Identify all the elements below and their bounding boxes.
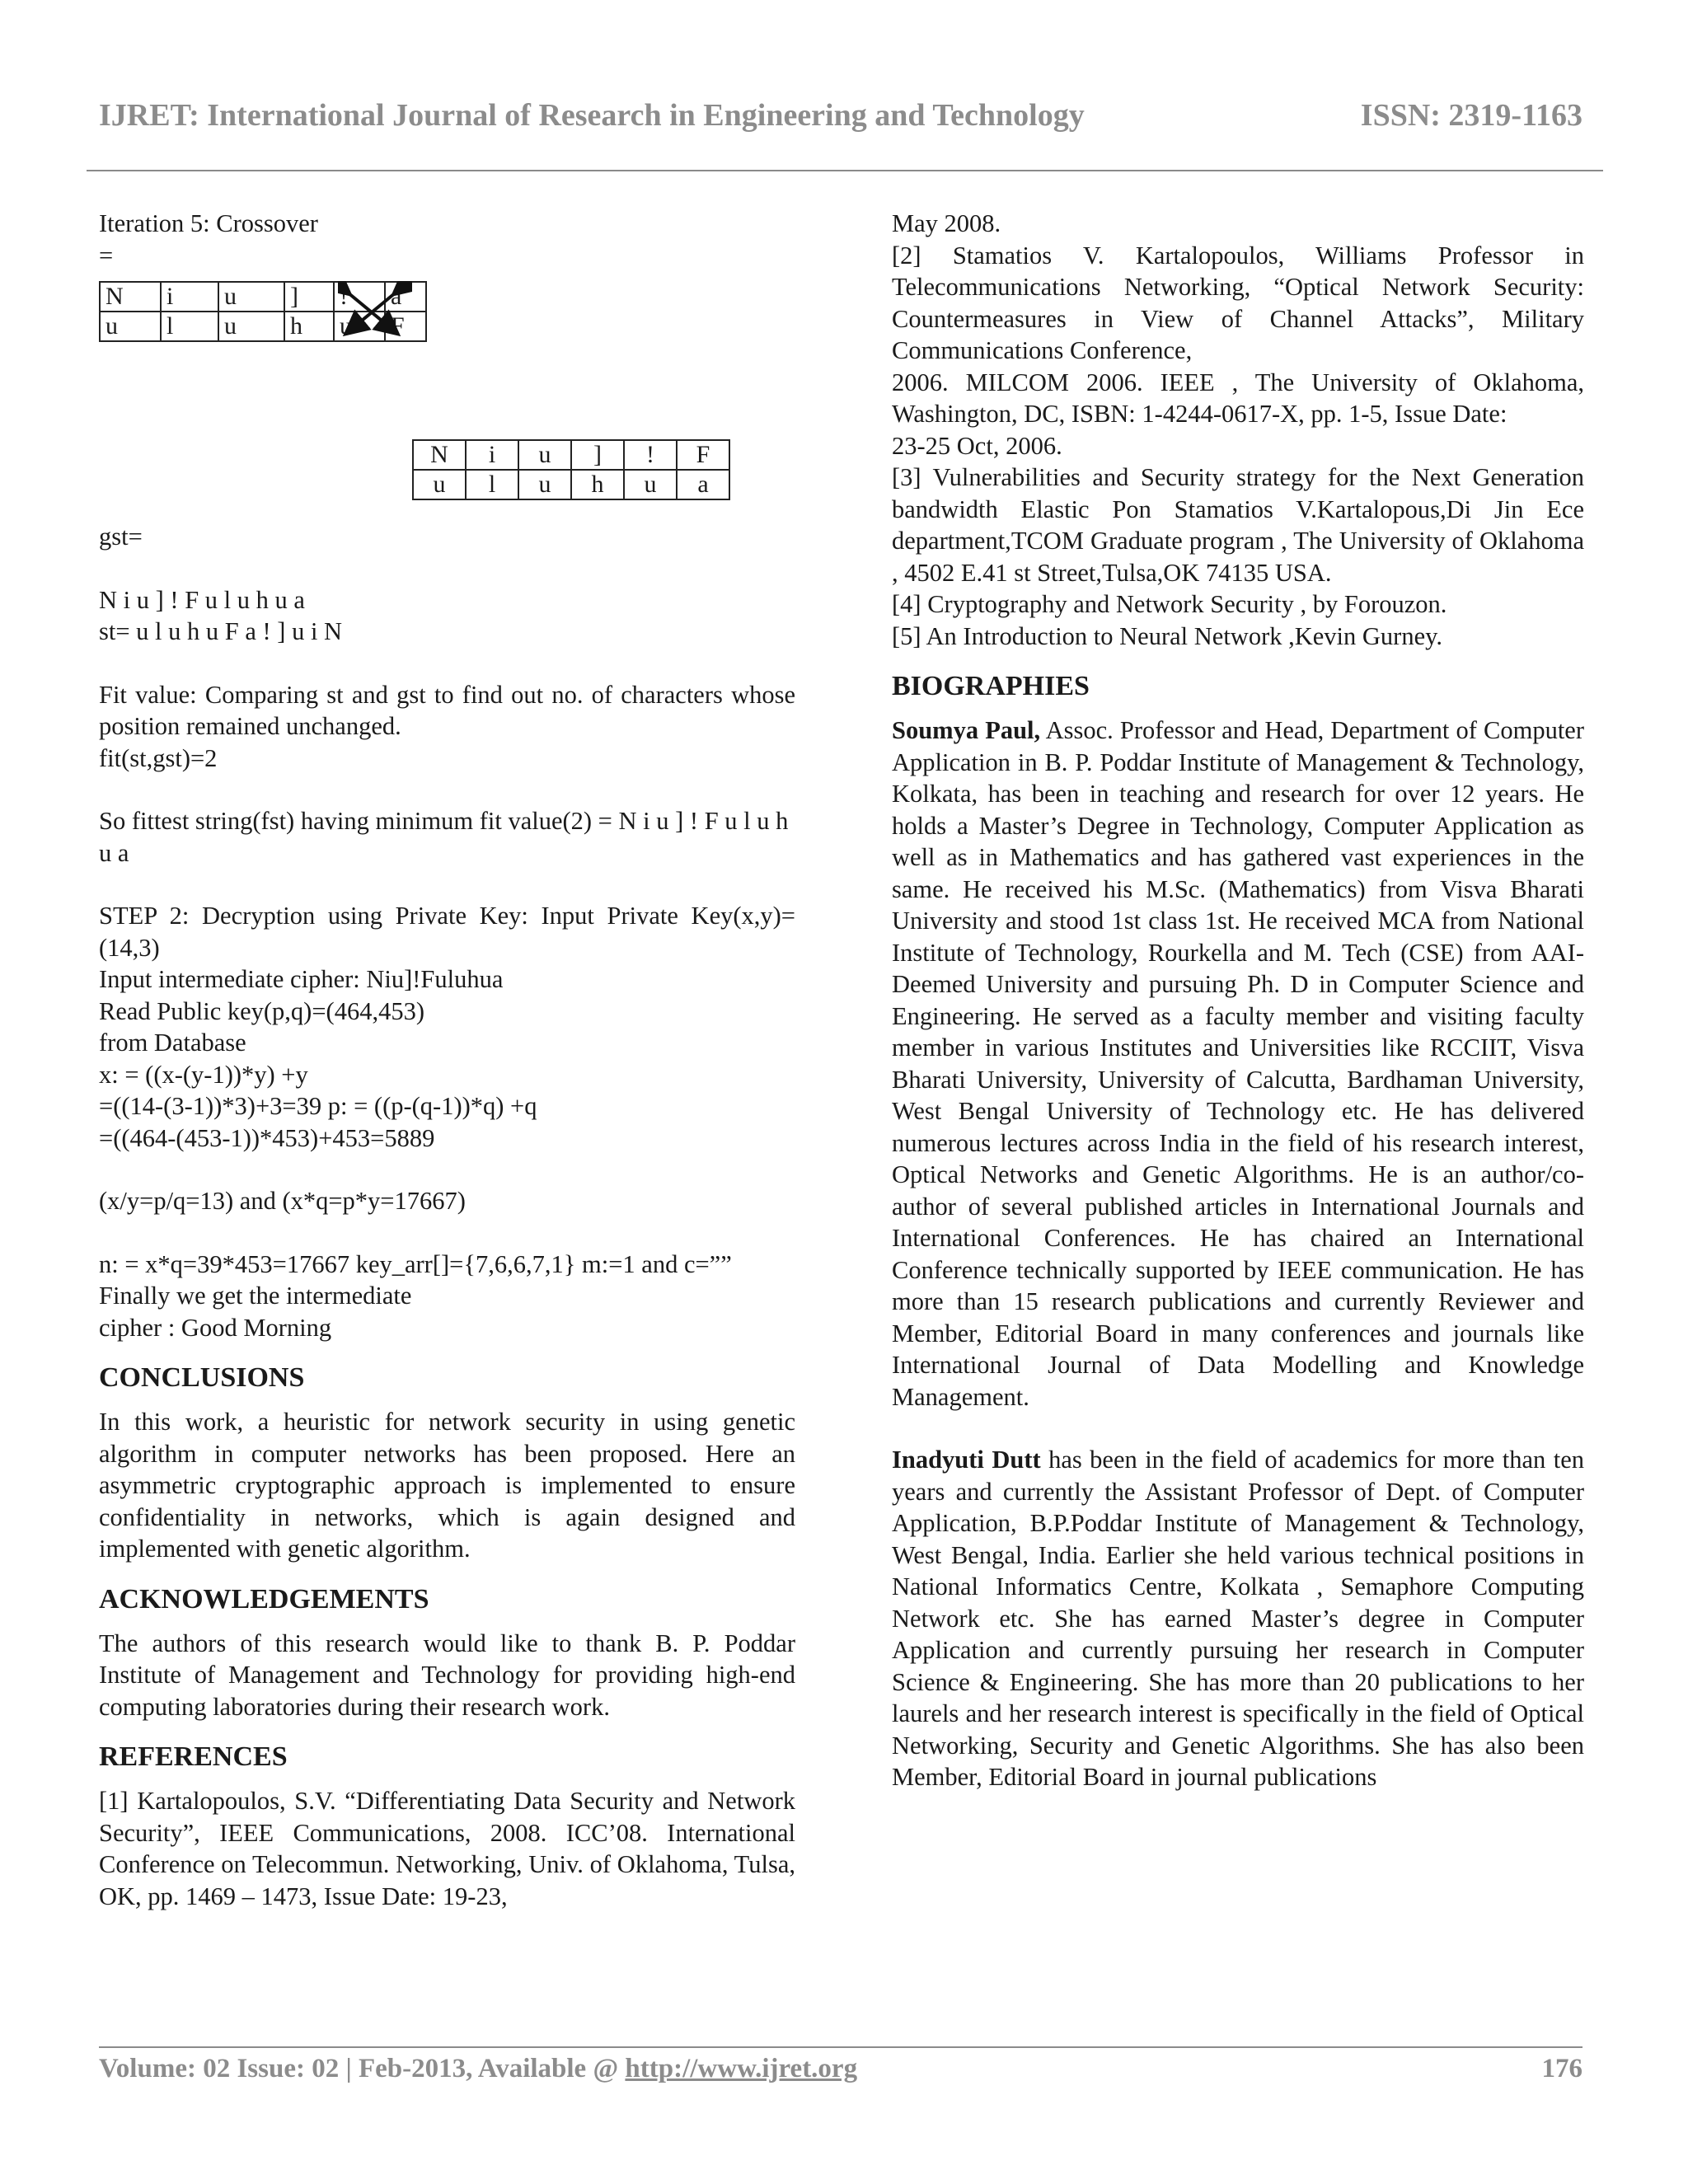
reference-1: [1] Kartalopoulos, S.V. “Differentiating Data Security and Network Security”, IEEE Communications, 2008. ICC’08. International Conference on Telecommun. Networking, Univ. of Oklahoma, Tulsa, OK, pp. 1469 – 1473, Issue Date: 19-23, — [99, 1787, 795, 1910]
finally-line: Finally we get the intermediate — [99, 1282, 412, 1310]
table-cell: h — [571, 470, 624, 499]
table-cell: u — [624, 470, 677, 499]
table-cell: a — [385, 282, 426, 312]
crossover-arrows-icon — [338, 281, 412, 347]
table-cell: a — [677, 470, 729, 499]
conclusions-text: In this work, a heuristic for network security in using genetic algorithm in computer networks has been proposed. Here an asymmetric cryptographic approach is implemented to ensure confidentiality in networks, which is again designed and implemented with genetic algorithm. — [99, 1408, 795, 1563]
iteration-title: Iteration 5: Crossover — [99, 209, 318, 237]
table-cell: i — [161, 282, 218, 312]
biography-1-text: Assoc. Professor and Head, Department of Computer Application in B. P. Poddar Institute of Management & Technology, Kolkata, has been in teaching and research for over 12 years. He holds a Master’s Degree in Technology, Computer Application as well as in Mathematics and has gathered vast experiences in the same. He received his M.Sc. (Mathematics) from Visva Bharati University and stood 1st class 1st. He received MCA from National Institute of Technology, Rourkella and M. Tech (CSE) from AAI-Deemed University and pursuing Ph. D in Computer Science and Engineering. He served as a faculty member and visiting faculty member in various Institutes and Universities like RCCIIT, Visva Bharati University, University of Calcutta, Bardhaman University, West Bengal University of Technology etc. He has delivered numerous lectures across India in the field of his research interest, Optical Networks and Genetic Algorithms. He is an author/co-author of several published articles in International Journals and International Conferences. He has chaired an International Conference technically supported by IEEE communication. He has more than 15 research publications and currently Reviewer and Member, Editorial Board in many conferences and journals like International Journal of Data Modelling and Knowledge Management. — [892, 716, 1584, 1411]
biography-1 — [892, 715, 1584, 1413]
reference-5: [5] An Introduction to Neural Network ,Kevin Gurney. — [892, 621, 1443, 650]
reference-2: [2] Stamatios V. Kartalopoulos, Williams Professor in Telecommunications Networking, “Optical Network Security: Countermeasures in View of Channel Attacks”, Military Communications Conference, — [892, 241, 1584, 364]
table-cell: ! — [334, 282, 385, 312]
footer-citation — [99, 2054, 857, 2084]
table-cell: u — [518, 440, 571, 470]
n-line: n: = x*q=39*453=17667 key_arr[]={7,6,6,7,1} m:=1 and c=”” — [99, 1249, 732, 1278]
table-cell: F — [385, 312, 426, 341]
equals-sign: = — [99, 241, 114, 269]
table-cell: u — [218, 282, 284, 312]
table-cell: F — [677, 440, 729, 470]
acknowledgements-text: The authors of this research would like to thank B. P. Poddar Institute of Management and Technology for providing high-end computing laboratories during their research work. — [99, 1629, 795, 1721]
table-cell: ! — [624, 440, 677, 470]
table-cell: l — [161, 312, 218, 341]
biography-2-text: has been in the field of academics for more than ten years and currently the Assistant Professor of Dept. of Computer Application, B.P.Poddar Institute of Management & Technology, West Bengal, India. Earlier she held various technical positions in National Informatics Centre, Kolkata , Semaphore Computing Network etc. She has earned Master’s degree in Computer Application and currently pursuing her research in Computer Science & Engineering. She has more than 20 publications to her laurels and her research interest is specifically in the field of Optical Networking, Security and Genetic Algorithms. She has also been Member, Editorial Board in journal publications — [892, 1446, 1584, 1791]
reference-1-continued: May 2008. — [892, 209, 1001, 237]
table-cell: ] — [571, 440, 624, 470]
issn: ISSN: 2319-1163 — [1360, 98, 1582, 133]
page-number: 176 — [1541, 2054, 1582, 2083]
left-column — [99, 208, 795, 1912]
acknowledgements-heading: ACKNOWLEDGEMENTS — [99, 1583, 429, 1615]
step2-text: STEP 2: Decryption using Private Key: Input Private Key(x,y)=(14,3) — [99, 902, 795, 962]
table-cell: N — [413, 440, 466, 470]
table-cell: i — [466, 440, 518, 470]
journal-link[interactable]: http://www.ijret.org — [625, 2054, 858, 2083]
read-public-key: Read Public key(p,q)=(464,453) — [99, 996, 424, 1025]
biography-1-name: Soumya Paul, — [892, 716, 1041, 744]
reference-3: [3] Vulnerabilities and Security strategy for the Next Generation bandwidth Elastic Pon Stamatios V.Kartalopous,Di Jin Ece department,TCOM Graduate program , The University of Oklahoma , 4502 E.41 st Street,Tulsa,OK 74135 USA. — [892, 463, 1584, 587]
st-string: st= u l u h u F a ! ] u i N — [99, 617, 343, 645]
crossover-grid-after — [412, 439, 730, 500]
fittest-string: So fittest string(fst) having minimum fit value(2) = N i u ] ! F u l u h u a — [99, 807, 789, 867]
table-cell: u — [218, 312, 284, 341]
table-cell: u — [518, 470, 571, 499]
from-database: from Database — [99, 1029, 246, 1057]
references-heading: REFERENCES — [99, 1741, 288, 1772]
table-row — [413, 470, 729, 499]
reference-2-details: 2006. MILCOM 2006. IEEE , The University of Oklahoma, Washington, DC, ISBN: 1-4244-0617-X, pp. 1-5, Issue Date: — [892, 368, 1584, 428]
table-cell: u — [413, 470, 466, 499]
crossover-table-before — [99, 281, 445, 357]
fit-description: Fit value: Comparing st and gst to find out no. of characters whose position remained unchanged. — [99, 680, 795, 740]
biographies-heading: BIOGRAPHIES — [892, 671, 1090, 701]
gst-label: gst= — [99, 523, 143, 551]
page-footer — [99, 2054, 1582, 2095]
reference-4: [4] Cryptography and Network Security , by Forouzon. — [892, 590, 1447, 618]
reference-2-date: 23-25 Oct, 2006. — [892, 431, 1062, 460]
biography-2-name: Inadyuti Dutt — [892, 1446, 1041, 1474]
footer-volume: Volume: 02 Issue: 02 | Feb-2013, Available @ — [99, 2054, 626, 2083]
right-column — [892, 208, 1584, 1793]
p-calculation: =((464-(453-1))*453)+453=5889 — [99, 1123, 435, 1152]
x-calculation: =((14-(3-1))*3)+3=39 p: = ((p-(q-1))*q) +q — [99, 1092, 537, 1120]
table-cell: l — [466, 470, 518, 499]
conclusions-heading: CONCLUSIONS — [99, 1362, 305, 1393]
table-cell: N — [100, 282, 161, 312]
table-cell: u — [334, 312, 385, 341]
table-cell: ] — [284, 282, 334, 312]
journal-title: IJRET: International Journal of Research in Engineering and Technology — [99, 98, 1085, 133]
table-cell: h — [284, 312, 334, 341]
cipher-output: cipher : Good Morning — [99, 1313, 332, 1342]
crossover-table-after — [412, 439, 795, 500]
biography-2 — [892, 1444, 1584, 1793]
header-rule — [87, 170, 1603, 171]
fit-value: fit(st,gst)=2 — [99, 743, 218, 772]
x-formula: x: = ((x-(y-1))*y) +y — [99, 1060, 308, 1089]
table-row — [413, 440, 729, 470]
table-cell: u — [100, 312, 161, 341]
footer-rule — [99, 2046, 1582, 2048]
gst-string: N i u ] ! F u l u h u a — [99, 585, 305, 614]
ratio-line: (x/y=p/q=13) and (x*q=p*y=17667) — [99, 1187, 466, 1215]
page-header — [99, 97, 1582, 147]
input-cipher: Input intermediate cipher: Niu]!Fuluhua — [99, 965, 504, 993]
